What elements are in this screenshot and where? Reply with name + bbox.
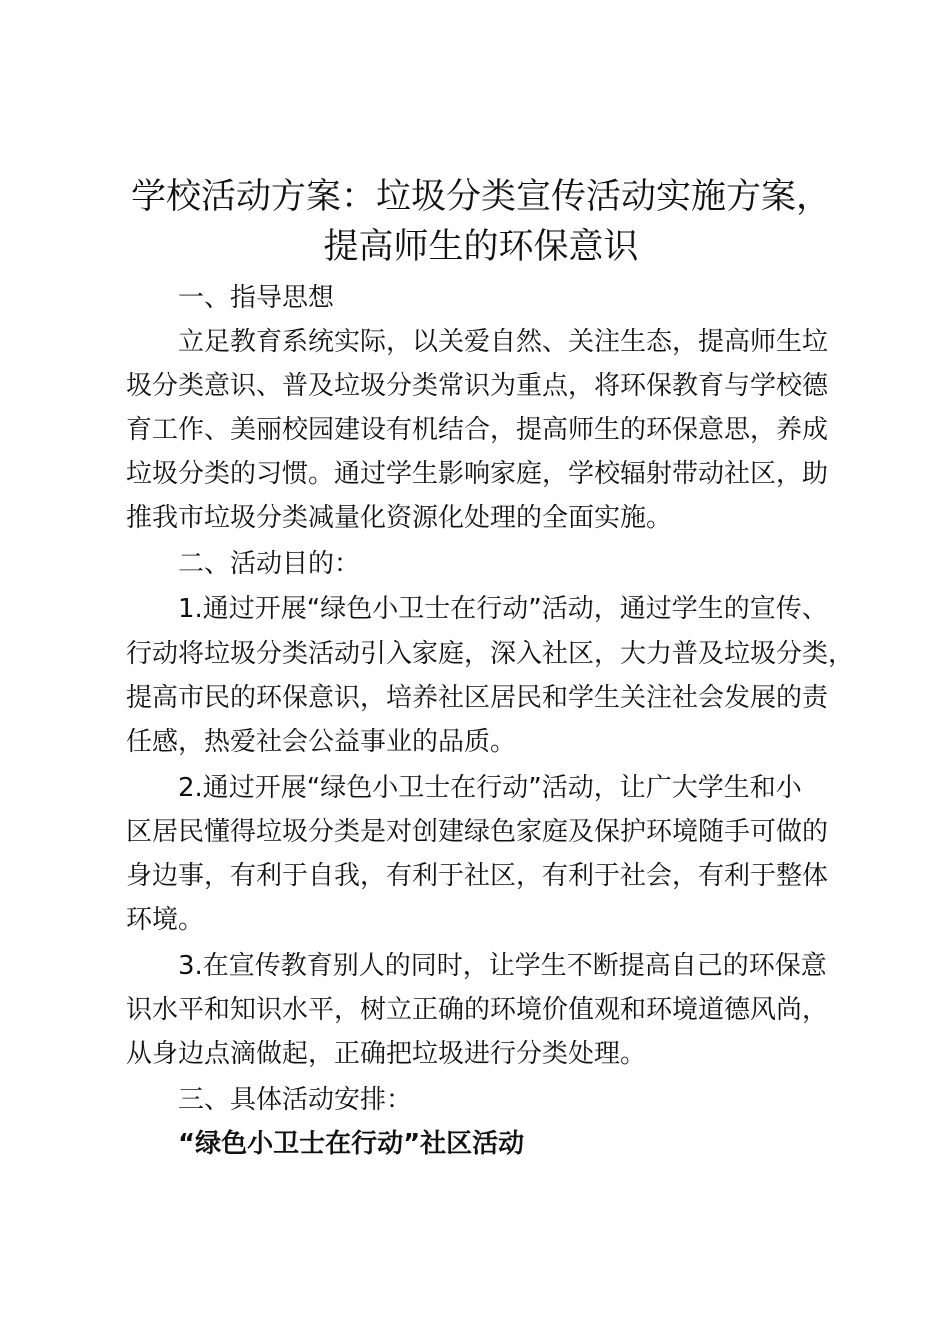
document-title-line-1: 学校活动方案：垃圾分类宣传活动实施方案， [130, 177, 831, 217]
section-2-item-3-line: 从身边点滴做起，正确把垃圾进行分类处理。 [126, 1039, 647, 1069]
section-1-paragraph-line: 立足教育系统实际，以关爱自然、关注生态，提高师生垃 [178, 327, 829, 357]
section-2-item-2-line: 区居民懂得垃圾分类是对创建绿色家庭及保护环境随手可做的 [126, 817, 829, 847]
section-2-item-1-line: 提高市民的环保意识，培养社区居民和学生关注社会发展的责 [126, 683, 829, 713]
section-3-subheading: “绿色小卫士在行动”社区活动 [178, 1129, 525, 1159]
section-2-item-3-line: 识水平和知识水平，树立正确的环境价值观和环境道德风尚， [126, 995, 829, 1025]
section-2-item-1-line: 1.通过开展“绿色小卫士在行动”活动，通过学生的宣传、 [178, 594, 828, 624]
section-2-heading: 二、活动目的： [178, 549, 361, 579]
section-1-paragraph-line: 育工作、美丽校园建设有机结合，提高师生的环保意思，养成 [126, 415, 829, 445]
section-2-item-1-line: 行动将垃圾分类活动引入家庭，深入社区，大力普及垃圾分类， [126, 639, 855, 669]
section-1-paragraph-line: 推我市垃圾分类减量化资源化处理的全面实施。 [126, 503, 673, 533]
section-3-heading: 三、具体活动安排： [178, 1085, 413, 1115]
section-2-item-2-line: 身边事，有利于自我，有利于社区，有利于社会，有利于整体 [126, 861, 829, 891]
section-2-item-1-line: 任感，热爱社会公益事业的品质。 [126, 727, 517, 757]
section-2-item-2-line: 环境。 [126, 905, 205, 935]
section-1-paragraph-line: 垃圾分类的习惯。通过学生影响家庭，学校辐射带动社区，助 [126, 459, 829, 489]
section-2-item-2-line: 2.通过开展“绿色小卫士在行动”活动，让广大学生和小 [178, 773, 802, 803]
section-2-item-3-line: 3.在宣传教育别人的同时，让学生不断提高自己的环保意 [178, 951, 827, 981]
section-1-paragraph-line: 圾分类意识、普及垃圾分类常识为重点，将环保教育与学校德 [126, 371, 829, 401]
section-1-heading: 一、指导思想 [178, 283, 335, 313]
document-title-line-2: 提高师生的环保意识 [323, 227, 639, 267]
